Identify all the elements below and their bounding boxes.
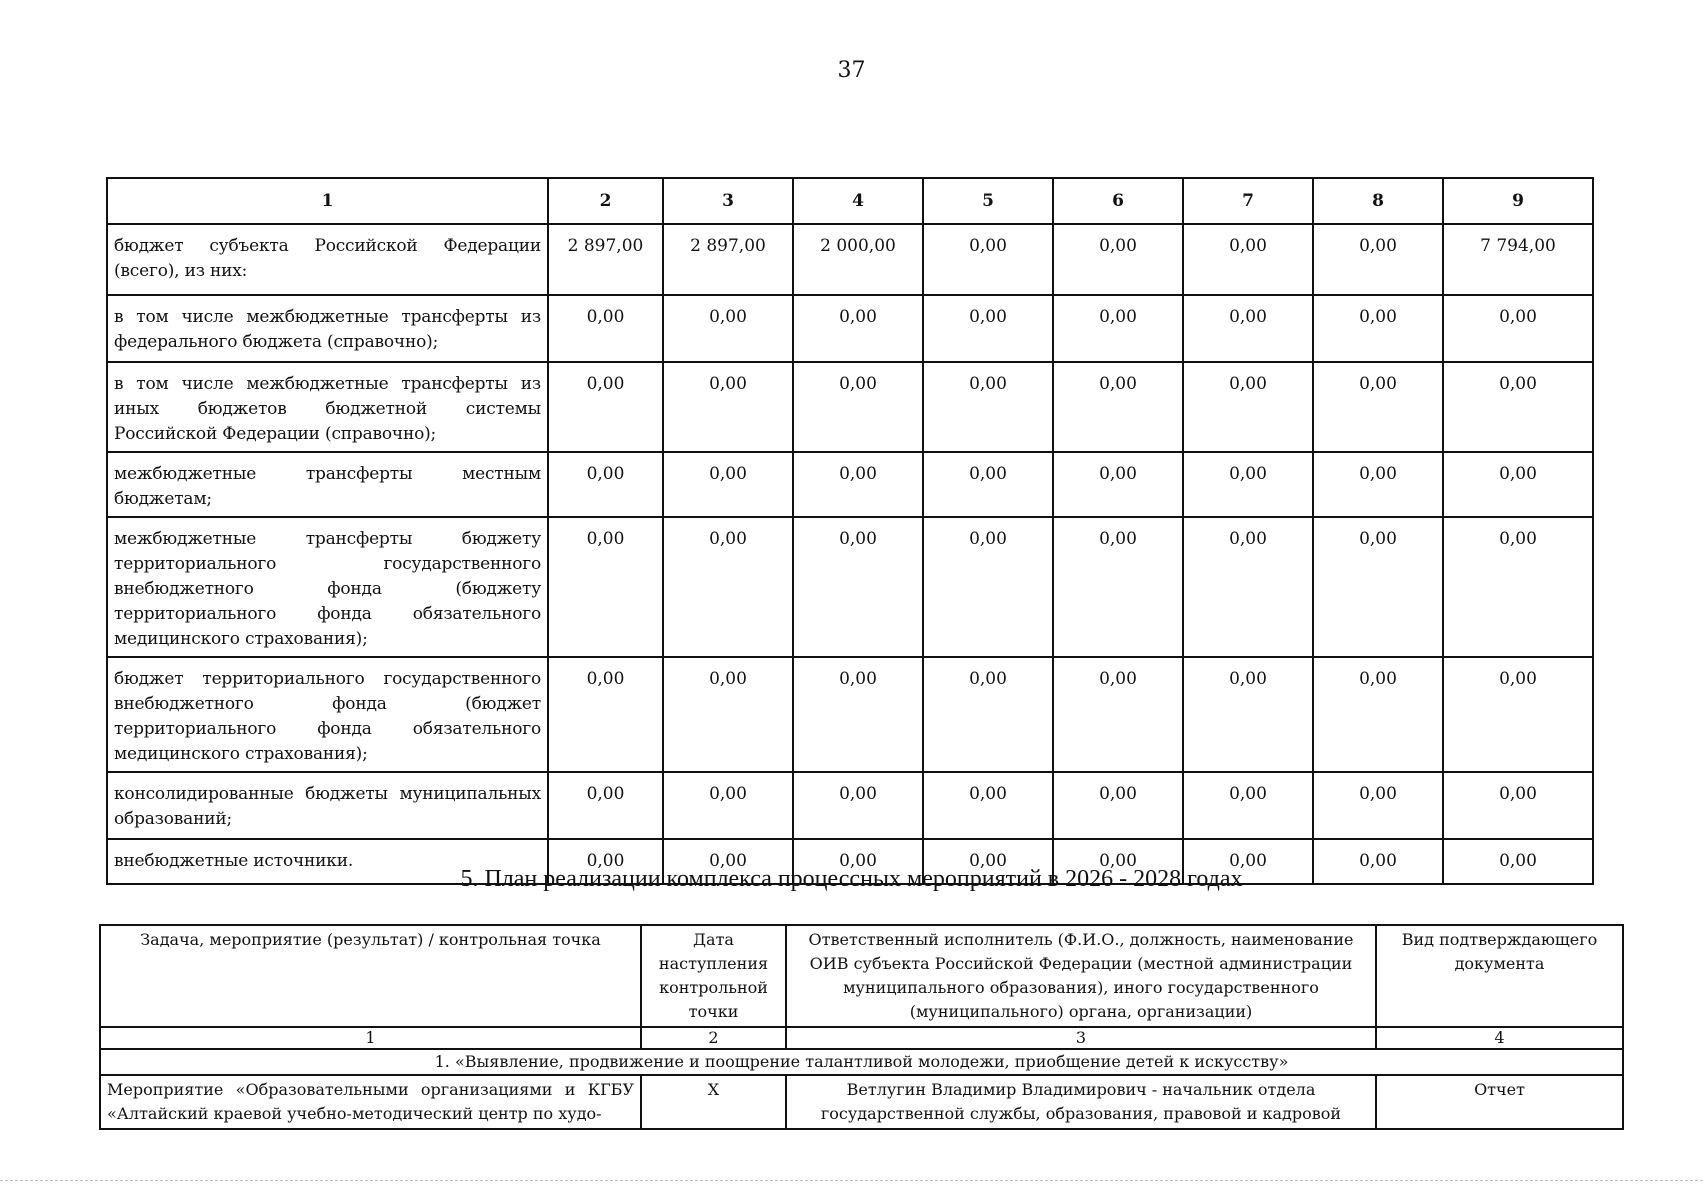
value-cell: 0,00 [548,517,663,657]
value-cell: 0,00 [1313,839,1443,884]
value-cell: 0,00 [1443,517,1593,657]
value-cell: 0,00 [1183,362,1313,452]
row-label: бюджет территориального государственного внебюджетного фонда (бюджет территориального фонда обязательного медицинского страхования); [107,657,548,772]
value-cell: 0,00 [1053,657,1183,772]
value-cell: 0,00 [923,224,1053,295]
budget-header-row [107,178,1593,224]
task-row [100,1049,1623,1075]
row-label: консолидированные бюджеты муниципальных образований; [107,772,548,839]
value-cell: 0,00 [923,657,1053,772]
plan-table [99,924,1624,1130]
row-label: межбюджетные трансферты местным бюджетам; [107,452,548,517]
value-cell: 0,00 [663,517,793,657]
scan-edge-line [0,1180,1703,1181]
value-cell: 0,00 [1053,517,1183,657]
plan-row [100,1075,1623,1129]
value-cell: 0,00 [1313,772,1443,839]
column-header: 6 [1053,178,1183,224]
column-header: 7 [1183,178,1313,224]
plan-header-row [100,925,1623,1027]
value-cell: 0,00 [793,839,923,884]
value-cell: 0,00 [1313,657,1443,772]
value-cell: 0,00 [1313,224,1443,295]
column-header: 3 [663,178,793,224]
value-cell: 0,00 [793,295,923,362]
value-cell: 0,00 [793,452,923,517]
date-cell: X [641,1075,786,1129]
value-cell: 0,00 [1313,517,1443,657]
column-header: 5 [923,178,1053,224]
budget-row [107,657,1593,772]
value-cell: 0,00 [923,839,1053,884]
value-cell: 0,00 [1313,295,1443,362]
value-cell: 7 794,00 [1443,224,1593,295]
responsible-cell: Ветлугин Владимир Владимирович - начальник отдела государственной службы, образования, правовой и кадровой [786,1075,1376,1129]
column-header-date: Дата наступления контрольной точки [641,925,786,1027]
value-cell: 0,00 [1443,362,1593,452]
value-cell: 0,00 [793,517,923,657]
task-title: 1. «Выявление, продвижение и поощрение талантливой молодежи, приобщение детей к искусству» [100,1049,1623,1075]
value-cell: 0,00 [793,657,923,772]
value-cell: 0,00 [548,295,663,362]
budget-row [107,224,1593,295]
value-cell: 0,00 [663,295,793,362]
value-cell: 0,00 [548,839,663,884]
budget-row [107,517,1593,657]
column-number: 1 [100,1027,641,1049]
value-cell: 0,00 [1313,362,1443,452]
column-number: 4 [1376,1027,1623,1049]
value-cell: 0,00 [1053,362,1183,452]
value-cell: 0,00 [1183,224,1313,295]
value-cell: 0,00 [923,362,1053,452]
value-cell: 0,00 [793,772,923,839]
value-cell: 0,00 [548,452,663,517]
row-label: внебюджетные источники. [107,839,548,884]
section-title: 5. План реализации комплекса процессных мероприятий в 2026 - 2028 годах [460,866,1243,892]
value-cell: 0,00 [663,452,793,517]
value-cell: 0,00 [548,657,663,772]
value-cell: 0,00 [1443,657,1593,772]
page-number: 37 [837,58,866,83]
column-number: 3 [786,1027,1376,1049]
value-cell: 0,00 [1053,295,1183,362]
value-cell: 0,00 [1443,839,1593,884]
column-header-responsible: Ответственный исполнитель (Ф.И.О., должность, наименование ОИВ субъекта Российской Федерации (местной администрации муниципального образования), иного государственного (муниципального) органа, организации) [786,925,1376,1027]
value-cell: 0,00 [1443,295,1593,362]
budget-row [107,772,1593,839]
value-cell: 0,00 [663,362,793,452]
value-cell: 0,00 [1313,452,1443,517]
value-cell: 0,00 [1053,224,1183,295]
value-cell: 0,00 [1183,772,1313,839]
column-header: 2 [548,178,663,224]
row-label: в том числе межбюджетные трансферты из иных бюджетов бюджетной системы Российской Федерации (справочно); [107,362,548,452]
budget-row [107,362,1593,452]
value-cell: 0,00 [1183,295,1313,362]
column-number: 2 [641,1027,786,1049]
value-cell: 0,00 [548,362,663,452]
value-cell: 0,00 [1443,772,1593,839]
value-cell: 0,00 [793,362,923,452]
value-cell: 2 897,00 [548,224,663,295]
value-cell: 0,00 [663,772,793,839]
activity-cell: Мероприятие «Образовательными организациями и КГБУ «Алтайский краевой учебно-методический центр по худо- [100,1075,641,1129]
value-cell: 0,00 [1183,452,1313,517]
column-header-activity: Задача, мероприятие (результат) / контрольная точка [100,925,641,1027]
value-cell: 2 897,00 [663,224,793,295]
value-cell: 0,00 [923,772,1053,839]
value-cell: 0,00 [1443,452,1593,517]
value-cell: 0,00 [1183,839,1313,884]
document-cell: Отчет [1376,1075,1623,1129]
value-cell: 0,00 [663,839,793,884]
value-cell: 0,00 [923,452,1053,517]
row-label: межбюджетные трансферты бюджету территориального государственного внебюджетного фонда (бюджету территориального фонда обязательного медицинского страхования); [107,517,548,657]
value-cell: 0,00 [923,517,1053,657]
value-cell: 0,00 [1183,657,1313,772]
value-cell: 0,00 [923,295,1053,362]
value-cell: 0,00 [1053,839,1183,884]
value-cell: 0,00 [548,772,663,839]
column-header: 1 [107,178,548,224]
value-cell: 0,00 [1183,517,1313,657]
value-cell: 0,00 [1053,452,1183,517]
budget-table [106,177,1594,885]
column-number-row [100,1027,1623,1049]
value-cell: 0,00 [663,657,793,772]
column-header: 9 [1443,178,1593,224]
column-header: 4 [793,178,923,224]
value-cell: 0,00 [1053,772,1183,839]
value-cell: 2 000,00 [793,224,923,295]
budget-row [107,295,1593,362]
row-label: в том числе межбюджетные трансферты из федерального бюджета (справочно); [107,295,548,362]
column-header: 8 [1313,178,1443,224]
row-label: бюджет субъекта Российской Федерации (всего), из них: [107,224,548,295]
column-header-document: Вид подтверждающего документа [1376,925,1623,1027]
budget-row [107,452,1593,517]
